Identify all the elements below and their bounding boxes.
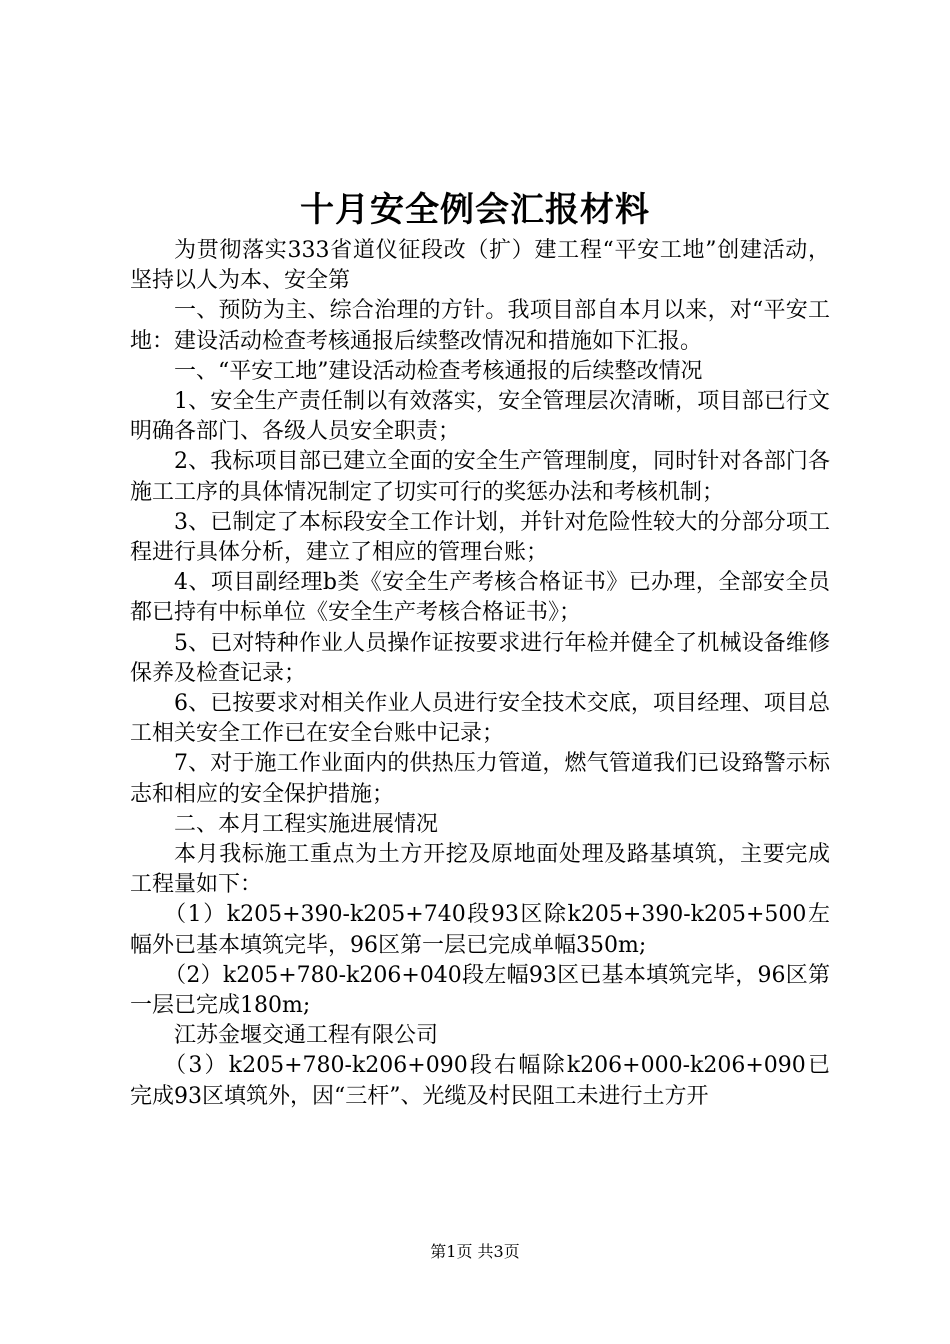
list-item: （3）k205+780-k206+090段右幅除k206+000-k206+090已完成93区填筑外，因“三杆”、光缆及村民阻工未进行土方开: [130, 1053, 830, 1109]
paragraph: 一、预防为主、综合治理的方针。我项目部自本月以来，对“平安工地：建设活动检查考核通报后续整改情况和措施如下汇报。: [130, 298, 830, 354]
list-item: （1）k205+390-k205+740段93区除k205+390-k205+500左幅外已基本填筑完毕，96区第一层已完成单幅350m;: [130, 902, 830, 958]
company-name: 江苏金堰交通工程有限公司: [174, 1023, 439, 1049]
list-item: （2）k205+780-k206+040段左幅93区已基本填筑完毕，96区第一层已完成180m;: [130, 962, 830, 1019]
list-item: 4、项目副经理b类《安全生产考核合格证书》已办理，全部安全员都已持有中标单位《安全生产考核合格证书》；: [130, 570, 830, 626]
section-heading: 二、本月工程实施进展情况: [174, 811, 439, 837]
list-item: 5、已对特种作业人员操作证按要求进行年检并健全了机械设备维修保养及检查记录；: [130, 630, 830, 686]
list-item: 7、对于施工作业面内的供热压力管道，燃气管道我们已设臵警示标志和相应的安全保护措施；: [130, 751, 830, 807]
document-body: [130, 236, 830, 1112]
list-item: 2、我标项目部已建立全面的安全生产管理制度，同时针对各部门各施工工序的具体情况制定了切实可行的奖惩办法和考核机制；: [130, 449, 830, 505]
list-item: 6、已按要求对相关作业人员进行安全技术交底，项目经理、项目总工相关安全工作已在安全台账中记录；: [130, 691, 830, 747]
list-item: 1、安全生产责任制以有效落实，安全管理层次清晰，项目部已行文明确各部门、各级人员安全职责；: [130, 389, 830, 445]
list-item: 3、已制定了本标段安全工作计划，并针对危险性较大的分部分项工程进行具体分析，建立了相应的管理台账；: [130, 509, 830, 566]
paragraph: 为贯彻落实333省道仪征段改（扩）建工程“平安工地”创建活动，坚持以人为本、安全第: [130, 238, 830, 294]
paragraph: 本月我标施工重点为土方开挖及原地面处理及路基填筑，主要完成工程量如下：: [130, 842, 830, 898]
section-heading: 一、“平安工地”建设活动检查考核通报的后续整改情况: [174, 358, 703, 384]
page-number: 第1页 共3页: [430, 1242, 520, 1261]
document-title: 十月安全例会汇报材料: [300, 190, 650, 230]
